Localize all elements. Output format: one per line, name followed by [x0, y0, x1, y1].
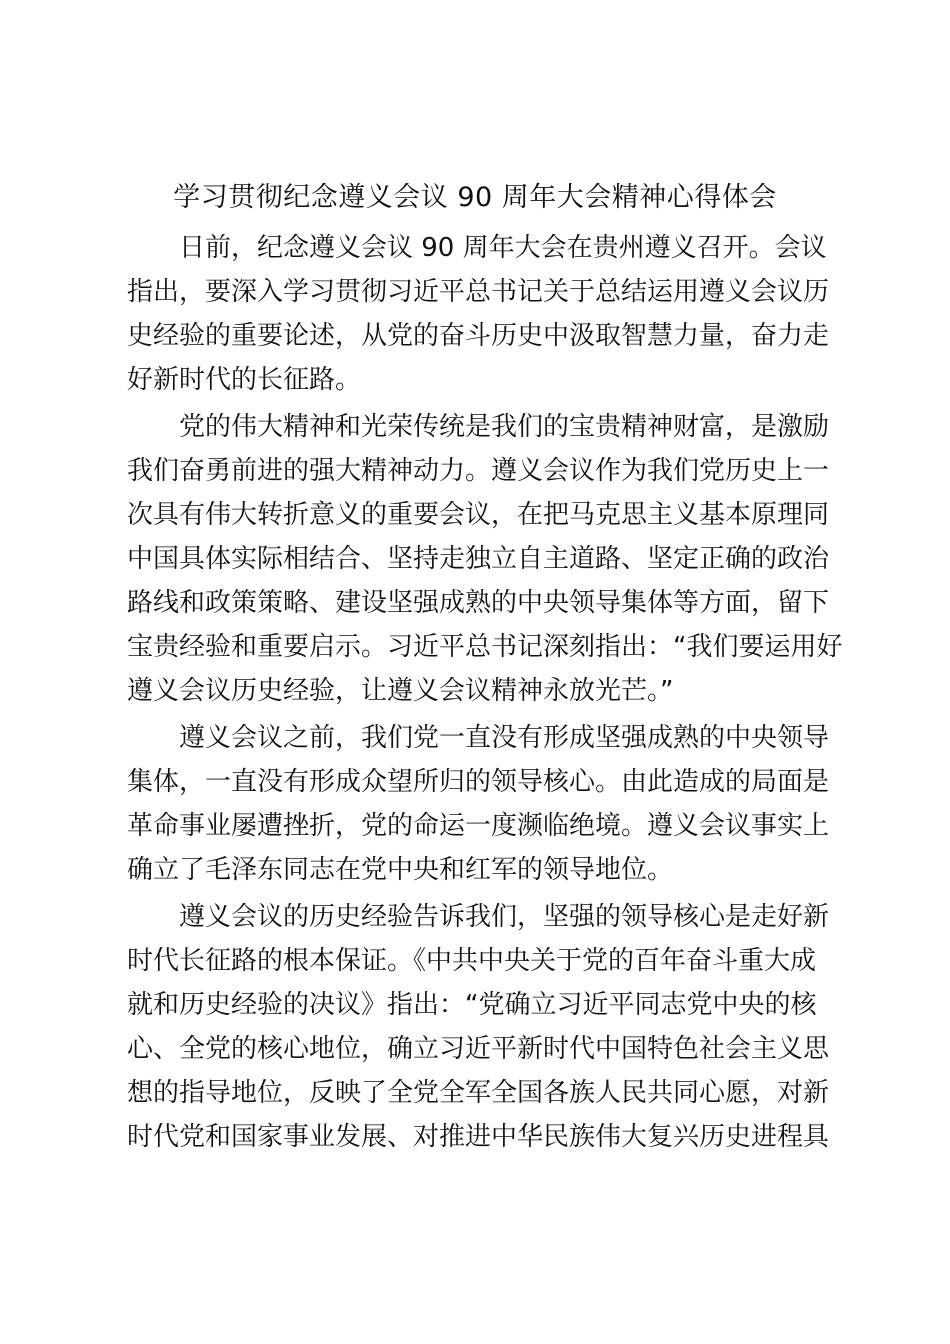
paragraph-line: 我们奋勇前进的强大精神动力。遵义会议作为我们党历史上一: [127, 456, 830, 486]
paragraph-line: 时代长征路的根本保证。《中共中央关于党的百年奋斗重大成: [127, 946, 817, 976]
paragraph-line: 革命事业屡遭挫折，党的命运一度濒临绝境。遵义会议事实上: [127, 811, 830, 841]
paragraph-line: 路线和政策策略、建设坚强成熟的中央领导集体等方面，留下: [127, 588, 830, 618]
paragraph-line: 心、全党的核心地位，确立习近平新时代中国特色社会主义思: [127, 1034, 830, 1064]
paragraph-line: 就和历史经验的决议》指出：“党确立习近平同志党中央的核: [127, 990, 817, 1020]
paragraph-line: 次具有伟大转折意义的重要会议，在把马克思主义基本原理同: [127, 500, 830, 530]
paragraph-line: 日前，纪念遵义会议 90 周年大会在贵州遵义召开。会议: [179, 233, 827, 263]
paragraph-line: 时代党和国家事业发展、对推进中华民族伟大复兴历史进程具: [127, 1122, 830, 1152]
paragraph-line: 遵义会议的历史经验告诉我们，坚强的领导核心是走好新: [179, 902, 830, 932]
paragraph-line: 遵义会议之前，我们党一直没有形成坚强成熟的中央领导: [179, 723, 830, 753]
document-body: [127, 226, 843, 1159]
paragraph-line: 中国具体实际相结合、坚持走独立自主道路、坚定正确的政治: [127, 544, 830, 574]
paragraph-line: 史经验的重要论述，从党的奋斗历史中汲取智慧力量，奋力走: [127, 321, 830, 351]
paragraph-4: [127, 895, 830, 1159]
paragraph-1: [127, 226, 830, 402]
paragraph-line: 指出，要深入学习贯彻习近平总书记关于总结运用遵义会议历: [127, 277, 830, 307]
paragraph-line: 党的伟大精神和光荣传统是我们的宝贵精神财富，是激励: [179, 412, 830, 442]
paragraph-line: 宝贵经验和重要启示。习近平总书记深刻指出：“我们要运用好: [127, 632, 843, 662]
paragraph-3: [127, 716, 830, 892]
paragraph-2: [127, 405, 843, 713]
paragraph-line: 想的指导地位，反映了全党全军全国各族人民共同心愿，对新: [127, 1078, 830, 1108]
document-title: 学习贯彻纪念遵义会议 90 周年大会精神心得体会: [173, 182, 777, 213]
paragraph-line: 集体，一直没有形成众望所归的领导核心。由此造成的局面是: [127, 767, 830, 797]
paragraph-line: 遵义会议历史经验，让遵义会议精神永放光芒。”: [127, 676, 674, 706]
paragraph-line: 确立了毛泽东同志在党中央和红军的领导地位。: [127, 855, 674, 885]
paragraph-line: 好新时代的长征路。: [127, 365, 362, 395]
